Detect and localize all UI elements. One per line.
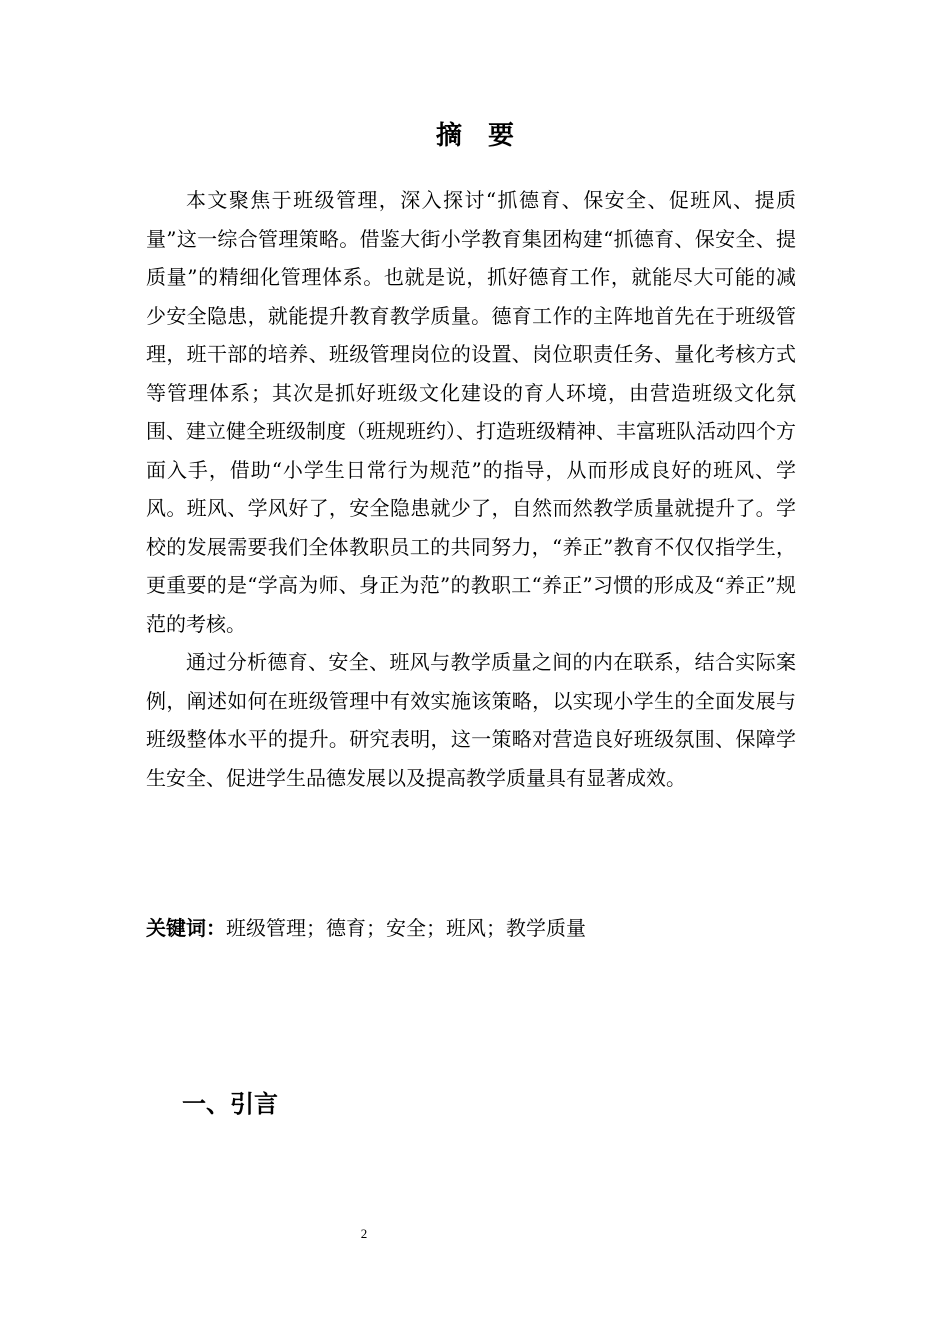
page-number: 2 bbox=[360, 1226, 368, 1241]
keywords-text: 班级管理；德育；安全；班风；教学质量 bbox=[226, 916, 586, 940]
abstract-body bbox=[146, 181, 796, 797]
keywords-label: 关键词： bbox=[146, 916, 226, 940]
keywords-line bbox=[146, 909, 796, 947]
abstract-title: 摘要 bbox=[435, 121, 540, 151]
abstract-paragraph: 本文聚焦于班级管理，深入探讨“抓德育、保安全、促班风、提质量”这一综合管理策略。借鉴大街小学教育集团构建“抓德育、保安全、提质量”的精细化管理体系。也就是说，抓好德育工作，就能尽大可能的减少安全隐患，就能提升教育教学质量。德育工作的主阵地首先在于班级管理，班干部的培养、班级管理岗位的设置、岗位职责任务、量化考核方式等管理体系；其次是抓好班级文化建设的育人环境，由营造班级文化氛围、建立健全班级制度（班规班约）、打造班级精神、丰富班队活动四个方面入手，借助“小学生日常行为规范”的指导，从而形成良好的班风、学风。班风、学风好了，安全隐患就少了，自然而然教学质量就提升了。学校的发展需要我们全体教职员工的共同努力，“养正”教育不仅仅指学生，更重要的是“学高为师、身正为范”的教职工“养正”习惯的形成及“养正”规范的考核。 bbox=[146, 188, 796, 636]
section-heading-introduction: 一、引言 bbox=[182, 1090, 278, 1118]
abstract-paragraph: 通过分析德育、安全、班风与教学质量之间的内在联系，结合实际案例，阐述如何在班级管理中有效实施该策略，以实现小学生的全面发展与班级整体水平的提升。研究表明，这一策略对营造良好班级氛围、保障学生安全、促进学生品德发展以及提高教学质量具有显著成效。 bbox=[146, 650, 796, 790]
